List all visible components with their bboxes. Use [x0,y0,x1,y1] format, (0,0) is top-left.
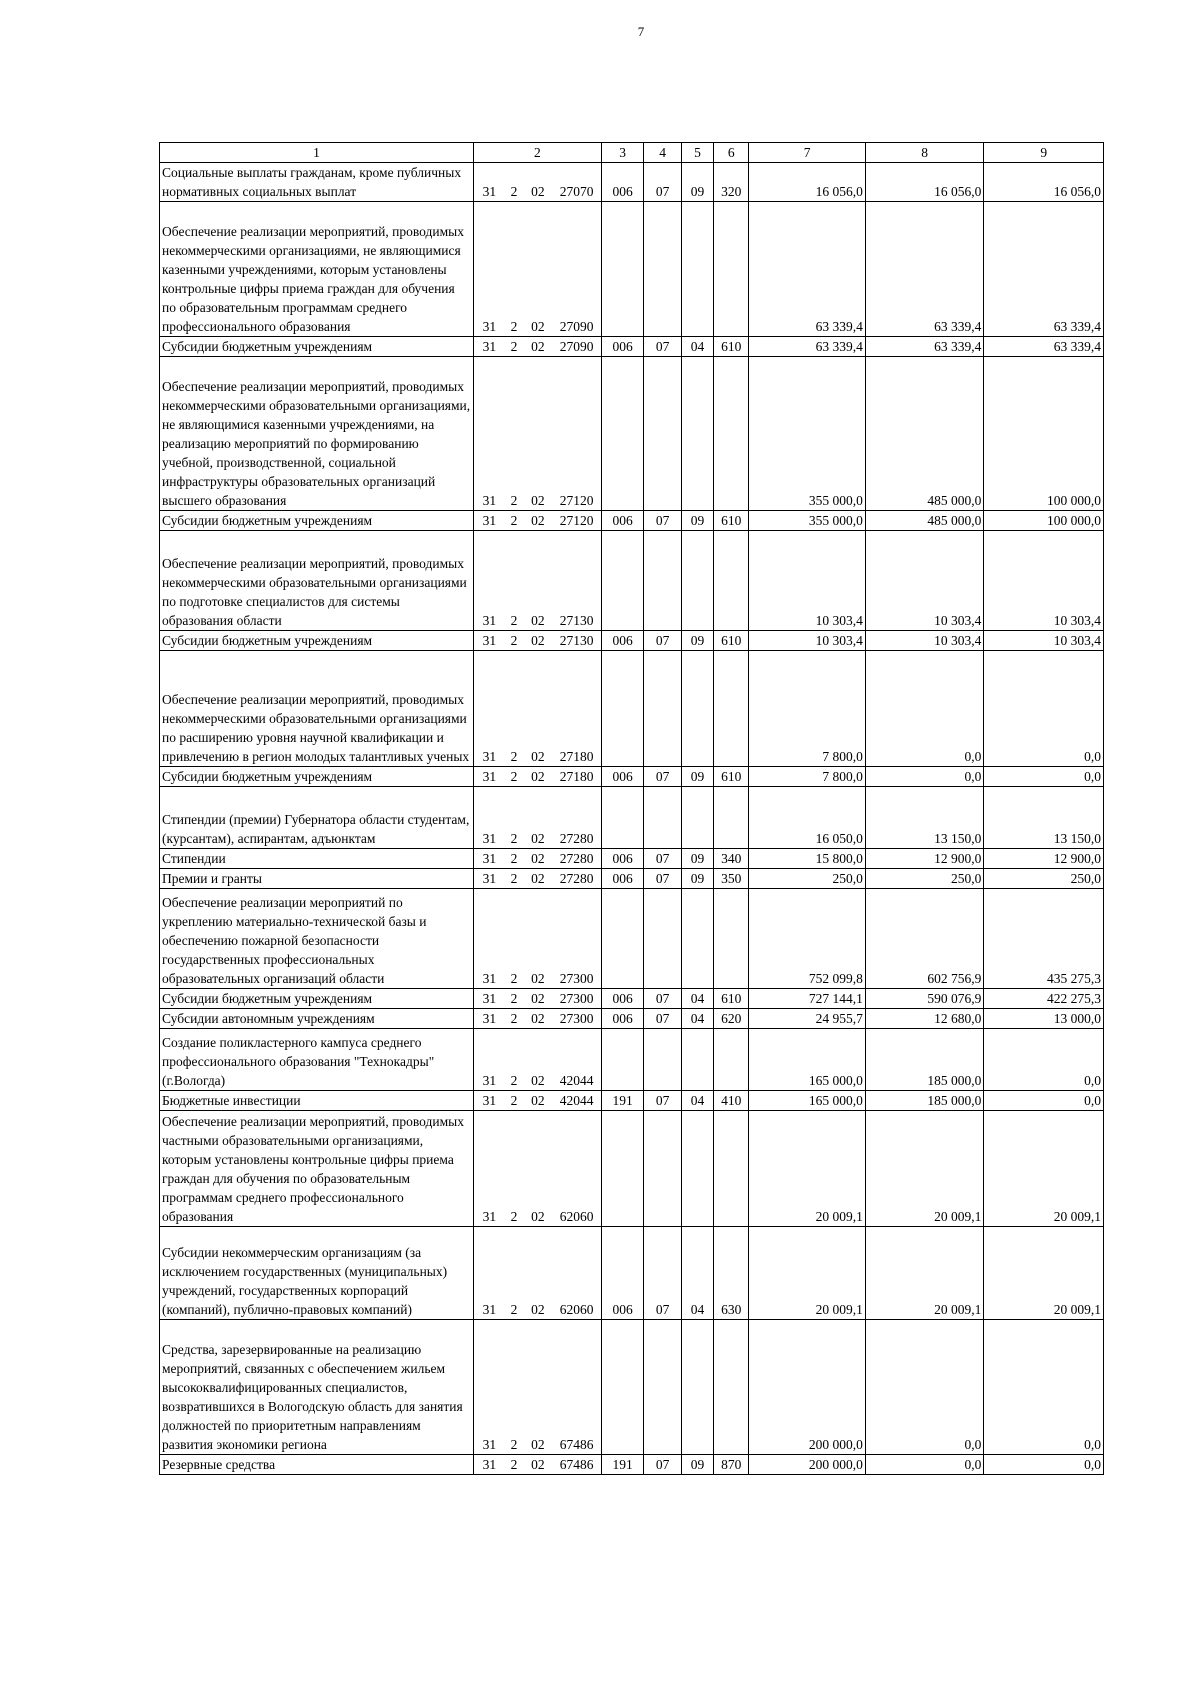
target-code-3: 02 [523,163,552,202]
table-row [160,889,1104,989]
header-cell: 4 [644,143,681,163]
target-code-1: 31 [473,651,504,767]
subsection-code: 04 [681,1009,713,1029]
amount-year-3: 10 303,4 [984,631,1104,651]
amount-year-2: 590 076,9 [865,989,984,1009]
table-row [160,787,1104,849]
target-code-2: 2 [505,202,524,337]
row-name: Обеспечение реализации мероприятий, проводимых некоммерческими организациями, не являющимися казенными учреждениями, которым установлены контрольные цифры приема граждан для обучения по образовательным программам среднего профессионального образования [160,202,474,337]
target-code-2: 2 [505,511,524,531]
grbs-code: 006 [601,869,644,889]
target-code-2: 2 [505,1091,524,1111]
amount-year-2: 16 056,0 [865,163,984,202]
target-code-1: 31 [473,357,504,511]
target-code-1: 31 [473,767,504,787]
amount-year-1: 165 000,0 [749,1029,865,1091]
section-code [644,651,681,767]
subsection-code: 04 [681,337,713,357]
section-code: 07 [644,869,681,889]
table-row [160,1111,1104,1227]
expense-type-code: 350 [714,869,749,889]
target-code-4: 27120 [552,357,601,511]
section-code [644,889,681,989]
amount-year-2: 0,0 [865,767,984,787]
amount-year-2: 0,0 [865,1455,984,1475]
grbs-code: 006 [601,849,644,869]
section-code: 07 [644,1455,681,1475]
section-code [644,1320,681,1455]
table-row [160,1009,1104,1029]
target-code-3: 02 [523,1009,552,1029]
grbs-code: 006 [601,163,644,202]
target-code-4: 42044 [552,1029,601,1091]
amount-year-2: 485 000,0 [865,511,984,531]
header-row [160,143,1104,163]
subsection-code: 09 [681,511,713,531]
amount-year-1: 165 000,0 [749,1091,865,1111]
table-row [160,163,1104,202]
expense-type-code: 620 [714,1009,749,1029]
row-name: Субсидии бюджетным учреждениям [160,337,474,357]
header-cell: 7 [749,143,865,163]
section-code: 07 [644,163,681,202]
target-code-2: 2 [505,1455,524,1475]
target-code-2: 2 [505,889,524,989]
grbs-code: 006 [601,511,644,531]
subsection-code: 09 [681,869,713,889]
amount-year-1: 20 009,1 [749,1227,865,1320]
subsection-code: 09 [681,163,713,202]
subsection-code [681,202,713,337]
target-code-3: 02 [523,202,552,337]
amount-year-3: 16 056,0 [984,163,1104,202]
expense-type-code [714,1111,749,1227]
subsection-code: 09 [681,767,713,787]
amount-year-3: 63 339,4 [984,202,1104,337]
amount-year-2: 13 150,0 [865,787,984,849]
row-name: Субсидии некоммерческим организациям (за исключением государственных (муниципальных) учреждений, государственных корпораций (компаний), публично-правовых компаний) [160,1227,474,1320]
target-code-3: 02 [523,511,552,531]
table-row [160,337,1104,357]
target-code-1: 31 [473,531,504,631]
table-row [160,357,1104,511]
amount-year-3: 0,0 [984,1455,1104,1475]
amount-year-2: 185 000,0 [865,1029,984,1091]
target-code-2: 2 [505,651,524,767]
row-name: Обеспечение реализации мероприятий, проводимых некоммерческими образовательными организациями по расширению уровня научной квалификации и привлечению в регион молодых талантливых ученых [160,651,474,767]
expense-type-code: 610 [714,767,749,787]
target-code-2: 2 [505,767,524,787]
grbs-code [601,202,644,337]
target-code-4: 27090 [552,337,601,357]
target-code-2: 2 [505,989,524,1009]
row-name: Социальные выплаты гражданам, кроме публичных нормативных социальных выплат [160,163,474,202]
grbs-code [601,357,644,511]
amount-year-1: 15 800,0 [749,849,865,869]
target-code-2: 2 [505,1029,524,1091]
row-name: Обеспечение реализации мероприятий по укреплению материально-технической базы и обеспечению пожарной безопасности государственных профессиональных образовательных организаций области [160,889,474,989]
grbs-code: 191 [601,1455,644,1475]
target-code-4: 27280 [552,787,601,849]
target-code-4: 27120 [552,511,601,531]
target-code-1: 31 [473,337,504,357]
target-code-4: 67486 [552,1320,601,1455]
target-code-1: 31 [473,1009,504,1029]
grbs-code [601,651,644,767]
target-code-4: 62060 [552,1111,601,1227]
amount-year-1: 10 303,4 [749,531,865,631]
subsection-code [681,1320,713,1455]
subsection-code: 09 [681,631,713,651]
row-name: Резервные средства [160,1455,474,1475]
amount-year-1: 200 000,0 [749,1320,865,1455]
target-code-3: 02 [523,531,552,631]
row-name: Средства, зарезервированные на реализацию мероприятий, связанных с обеспечением жильем высококвалифицированных специалистов, возвратившихся в Вологодскую область для занятия должностей по приоритетным направлениям развития экономики региона [160,1320,474,1455]
amount-year-2: 20 009,1 [865,1227,984,1320]
section-code: 07 [644,337,681,357]
expense-type-code [714,1320,749,1455]
expense-type-code [714,531,749,631]
subsection-code [681,889,713,989]
target-code-4: 42044 [552,1091,601,1111]
amount-year-1: 7 800,0 [749,767,865,787]
target-code-1: 31 [473,1029,504,1091]
target-code-1: 31 [473,1455,504,1475]
subsection-code [681,531,713,631]
expense-type-code [714,787,749,849]
row-name: Субсидии бюджетным учреждениям [160,989,474,1009]
target-code-3: 02 [523,651,552,767]
grbs-code: 006 [601,1227,644,1320]
table-row [160,1455,1104,1475]
amount-year-3: 435 275,3 [984,889,1104,989]
grbs-code: 006 [601,631,644,651]
grbs-code: 191 [601,1091,644,1111]
target-code-1: 31 [473,787,504,849]
target-code-1: 31 [473,1227,504,1320]
amount-year-3: 12 900,0 [984,849,1104,869]
amount-year-2: 0,0 [865,651,984,767]
target-code-4: 27280 [552,869,601,889]
expense-type-code [714,202,749,337]
table-row [160,202,1104,337]
amount-year-2: 12 900,0 [865,849,984,869]
amount-year-1: 355 000,0 [749,357,865,511]
subsection-code [681,1111,713,1227]
header-cell: 1 [160,143,474,163]
page-number: 7 [637,24,645,39]
amount-year-2: 0,0 [865,1320,984,1455]
target-code-3: 02 [523,1029,552,1091]
row-name: Стипендии [160,849,474,869]
target-code-4: 27300 [552,889,601,989]
subsection-code [681,1029,713,1091]
target-code-4: 27180 [552,651,601,767]
amount-year-3: 0,0 [984,1029,1104,1091]
target-code-2: 2 [505,1227,524,1320]
amount-year-1: 752 099,8 [749,889,865,989]
header-cell: 5 [681,143,713,163]
row-name: Обеспечение реализации мероприятий, проводимых некоммерческими образовательными организациями по подготовке специалистов для системы образования области [160,531,474,631]
target-code-4: 67486 [552,1455,601,1475]
amount-year-2: 485 000,0 [865,357,984,511]
target-code-3: 02 [523,787,552,849]
target-code-2: 2 [505,849,524,869]
table-row [160,1029,1104,1091]
amount-year-2: 63 339,4 [865,337,984,357]
target-code-1: 31 [473,889,504,989]
amount-year-2: 185 000,0 [865,1091,984,1111]
target-code-4: 27300 [552,989,601,1009]
expense-type-code: 610 [714,989,749,1009]
expense-type-code [714,1029,749,1091]
target-code-1: 31 [473,511,504,531]
amount-year-3: 0,0 [984,1320,1104,1455]
target-code-4: 27280 [552,849,601,869]
amount-year-1: 16 056,0 [749,163,865,202]
target-code-3: 02 [523,869,552,889]
target-code-3: 02 [523,767,552,787]
target-code-2: 2 [505,869,524,889]
header-cell: 6 [714,143,749,163]
grbs-code [601,1111,644,1227]
target-code-1: 31 [473,869,504,889]
target-code-3: 02 [523,1111,552,1227]
target-code-3: 02 [523,1091,552,1111]
target-code-3: 02 [523,337,552,357]
amount-year-3: 0,0 [984,767,1104,787]
amount-year-3: 20 009,1 [984,1111,1104,1227]
table-row [160,767,1104,787]
expense-type-code: 340 [714,849,749,869]
section-code: 07 [644,631,681,651]
section-code [644,531,681,631]
amount-year-2: 10 303,4 [865,531,984,631]
amount-year-1: 727 144,1 [749,989,865,1009]
row-name: Субсидии автономным учреждениям [160,1009,474,1029]
row-name: Субсидии бюджетным учреждениям [160,511,474,531]
expense-type-code: 610 [714,631,749,651]
amount-year-1: 250,0 [749,869,865,889]
row-name: Бюджетные инвестиции [160,1091,474,1111]
header-cell: 8 [865,143,984,163]
table-row [160,531,1104,631]
expense-type-code [714,357,749,511]
target-code-1: 31 [473,631,504,651]
amount-year-3: 250,0 [984,869,1104,889]
row-name: Стипендии (премии) Губернатора области студентам, (курсантам), аспирантам, адъюнктам [160,787,474,849]
subsection-code: 04 [681,989,713,1009]
subsection-code [681,651,713,767]
target-code-1: 31 [473,1091,504,1111]
row-name: Обеспечение реализации мероприятий, проводимых частными образовательными организациями, которым установлены контрольные цифры приема граждан для обучения по образовательным программам среднего профессионального образования [160,1111,474,1227]
amount-year-1: 24 955,7 [749,1009,865,1029]
target-code-2: 2 [505,1111,524,1227]
amount-year-3: 100 000,0 [984,511,1104,531]
section-code: 07 [644,511,681,531]
grbs-code: 006 [601,337,644,357]
amount-year-1: 7 800,0 [749,651,865,767]
target-code-3: 02 [523,631,552,651]
section-code: 07 [644,989,681,1009]
expense-type-code: 610 [714,337,749,357]
section-code [644,357,681,511]
section-code: 07 [644,849,681,869]
amount-year-1: 63 339,4 [749,337,865,357]
amount-year-1: 200 000,0 [749,1455,865,1475]
grbs-code [601,889,644,989]
section-code [644,1111,681,1227]
subsection-code: 09 [681,849,713,869]
target-code-3: 02 [523,1227,552,1320]
amount-year-3: 422 275,3 [984,989,1104,1009]
target-code-3: 02 [523,1455,552,1475]
amount-year-3: 0,0 [984,651,1104,767]
section-code [644,1029,681,1091]
target-code-3: 02 [523,849,552,869]
amount-year-3: 0,0 [984,1091,1104,1111]
amount-year-2: 20 009,1 [865,1111,984,1227]
amount-year-2: 602 756,9 [865,889,984,989]
expense-type-code [714,651,749,767]
target-code-1: 31 [473,1320,504,1455]
expense-type-code: 870 [714,1455,749,1475]
amount-year-1: 355 000,0 [749,511,865,531]
expense-type-code: 320 [714,163,749,202]
amount-year-3: 13 000,0 [984,1009,1104,1029]
table-row [160,1091,1104,1111]
amount-year-3: 20 009,1 [984,1227,1104,1320]
expense-type-code: 630 [714,1227,749,1320]
table-row [160,651,1104,767]
subsection-code: 04 [681,1091,713,1111]
header-cell: 9 [984,143,1104,163]
header-cell: 3 [601,143,644,163]
amount-year-2: 250,0 [865,869,984,889]
budget-table [159,142,1104,1475]
amount-year-1: 63 339,4 [749,202,865,337]
target-code-2: 2 [505,1320,524,1455]
table-row [160,1320,1104,1455]
amount-year-2: 10 303,4 [865,631,984,651]
amount-year-1: 10 303,4 [749,631,865,651]
target-code-1: 31 [473,1111,504,1227]
subsection-code [681,787,713,849]
amount-year-3: 63 339,4 [984,337,1104,357]
subsection-code: 04 [681,1227,713,1320]
expense-type-code [714,889,749,989]
target-code-2: 2 [505,163,524,202]
target-code-2: 2 [505,1009,524,1029]
expense-type-code: 410 [714,1091,749,1111]
grbs-code [601,1320,644,1455]
target-code-2: 2 [505,337,524,357]
amount-year-2: 12 680,0 [865,1009,984,1029]
table-row [160,849,1104,869]
row-name: Субсидии бюджетным учреждениям [160,767,474,787]
grbs-code [601,531,644,631]
amount-year-1: 16 050,0 [749,787,865,849]
table-row [160,631,1104,651]
grbs-code: 006 [601,1009,644,1029]
target-code-3: 02 [523,889,552,989]
target-code-3: 02 [523,357,552,511]
grbs-code [601,1029,644,1091]
target-code-2: 2 [505,631,524,651]
row-name: Субсидии бюджетным учреждениям [160,631,474,651]
amount-year-3: 100 000,0 [984,357,1104,511]
target-code-4: 27070 [552,163,601,202]
row-name: Создание поликластерного кампуса среднего профессионального образования "Технокадры" (г.Вологда) [160,1029,474,1091]
header-cell: 2 [473,143,601,163]
target-code-2: 2 [505,531,524,631]
target-code-4: 27300 [552,1009,601,1029]
amount-year-2: 63 339,4 [865,202,984,337]
section-code: 07 [644,767,681,787]
table-row [160,511,1104,531]
section-code [644,202,681,337]
target-code-3: 02 [523,1320,552,1455]
target-code-4: 27180 [552,767,601,787]
section-code: 07 [644,1091,681,1111]
amount-year-1: 20 009,1 [749,1111,865,1227]
target-code-1: 31 [473,163,504,202]
section-code: 07 [644,1227,681,1320]
target-code-3: 02 [523,989,552,1009]
target-code-1: 31 [473,989,504,1009]
target-code-4: 27130 [552,531,601,631]
table-row [160,989,1104,1009]
table-row [160,1227,1104,1320]
row-name: Обеспечение реализации мероприятий, проводимых некоммерческими образовательными организациями, не являющимися казенными учреждениями, на реализацию мероприятий по формированию учебной, производственной, социальной инфраструктуры образовательных организаций высшего образования [160,357,474,511]
target-code-1: 31 [473,202,504,337]
subsection-code [681,357,713,511]
target-code-2: 2 [505,357,524,511]
amount-year-3: 10 303,4 [984,531,1104,631]
target-code-1: 31 [473,849,504,869]
grbs-code: 006 [601,767,644,787]
amount-year-3: 13 150,0 [984,787,1104,849]
grbs-code [601,787,644,849]
grbs-code: 006 [601,989,644,1009]
section-code [644,787,681,849]
target-code-2: 2 [505,787,524,849]
row-name: Премии и гранты [160,869,474,889]
subsection-code: 09 [681,1455,713,1475]
target-code-4: 62060 [552,1227,601,1320]
expense-type-code: 610 [714,511,749,531]
target-code-4: 27130 [552,631,601,651]
target-code-4: 27090 [552,202,601,337]
table-row [160,869,1104,889]
section-code: 07 [644,1009,681,1029]
